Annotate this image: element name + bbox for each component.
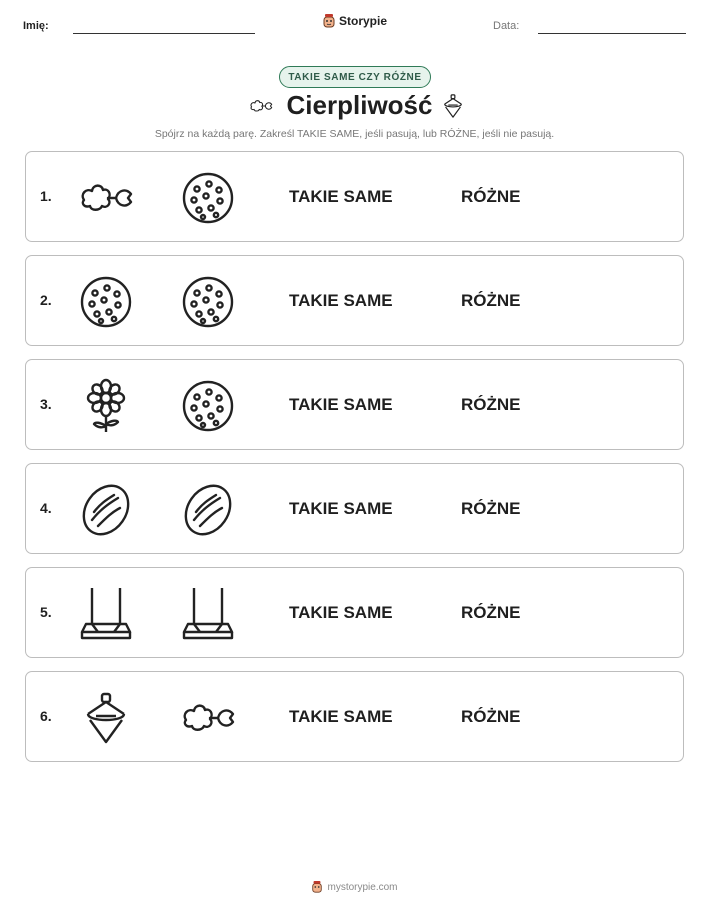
right-picture bbox=[180, 274, 236, 330]
name-label: Imię: bbox=[23, 20, 49, 32]
pair-row bbox=[25, 255, 684, 346]
footer-url[interactable]: mystorypie.com bbox=[327, 881, 398, 893]
same-option[interactable]: TAKIE SAME bbox=[289, 395, 393, 414]
right-picture bbox=[180, 586, 236, 642]
left-picture bbox=[78, 690, 134, 746]
left-picture bbox=[78, 378, 134, 434]
different-option[interactable]: RÓŻNE bbox=[461, 187, 521, 206]
left-picture bbox=[78, 170, 134, 226]
storypie-mascot-icon bbox=[322, 13, 336, 29]
different-option[interactable]: RÓŻNE bbox=[461, 603, 521, 622]
cookie-icon bbox=[180, 274, 236, 330]
swing-icon bbox=[78, 586, 134, 642]
bean-icon bbox=[78, 482, 134, 538]
row-number: 6. bbox=[40, 708, 52, 724]
different-option[interactable]: RÓŻNE bbox=[461, 395, 521, 414]
swing-icon bbox=[180, 586, 236, 642]
instructions: Spójrz na każdą parę. Zakreśl TAKIE SAME, jeśli pasują, lub RÓŻNE, jeśli nie pasują. bbox=[154, 128, 555, 140]
flower-icon bbox=[78, 378, 134, 434]
footer bbox=[0, 880, 709, 894]
breath-icon bbox=[243, 94, 279, 118]
cookie-icon bbox=[180, 378, 236, 434]
breath-icon bbox=[78, 170, 134, 226]
cookie-icon bbox=[78, 274, 134, 330]
row-number: 2. bbox=[40, 292, 52, 308]
same-option[interactable]: TAKIE SAME bbox=[289, 603, 393, 622]
cookie-icon bbox=[180, 170, 236, 226]
different-option[interactable]: RÓŻNE bbox=[461, 707, 521, 726]
right-picture bbox=[180, 170, 236, 226]
breath-icon bbox=[180, 690, 236, 746]
pair-row bbox=[25, 567, 684, 658]
left-picture bbox=[78, 482, 134, 538]
different-option[interactable]: RÓŻNE bbox=[461, 291, 521, 310]
row-number: 4. bbox=[40, 500, 52, 516]
same-option[interactable]: TAKIE SAME bbox=[289, 187, 393, 206]
spinning-top-icon bbox=[78, 690, 134, 746]
row-number: 1. bbox=[40, 188, 52, 204]
same-option[interactable]: TAKIE SAME bbox=[289, 707, 393, 726]
same-option[interactable]: TAKIE SAME bbox=[289, 291, 393, 310]
left-picture bbox=[78, 274, 134, 330]
same-option[interactable]: TAKIE SAME bbox=[289, 499, 393, 518]
page-title: Cierpliwość bbox=[286, 90, 433, 120]
row-number: 3. bbox=[40, 396, 52, 412]
right-picture bbox=[180, 690, 236, 746]
title-row bbox=[0, 90, 709, 121]
storypie-mascot-icon bbox=[311, 880, 323, 894]
spinning-top-icon bbox=[440, 93, 466, 119]
date-label: Data: bbox=[493, 20, 520, 32]
left-picture bbox=[78, 586, 134, 642]
pair-row bbox=[25, 359, 684, 450]
brand-name: Storypie bbox=[339, 14, 388, 28]
bean-icon bbox=[180, 482, 236, 538]
brand-logo bbox=[322, 13, 387, 29]
worksheet-type-badge: TAKIE SAME CZY RÓŻNE bbox=[279, 66, 431, 88]
right-picture bbox=[180, 482, 236, 538]
name-line[interactable] bbox=[73, 33, 255, 34]
pair-row bbox=[25, 671, 684, 762]
row-number: 5. bbox=[40, 604, 52, 620]
pair-row bbox=[25, 463, 684, 554]
date-line[interactable] bbox=[538, 33, 686, 34]
right-picture bbox=[180, 378, 236, 434]
different-option[interactable]: RÓŻNE bbox=[461, 499, 521, 518]
pair-row bbox=[25, 151, 684, 242]
